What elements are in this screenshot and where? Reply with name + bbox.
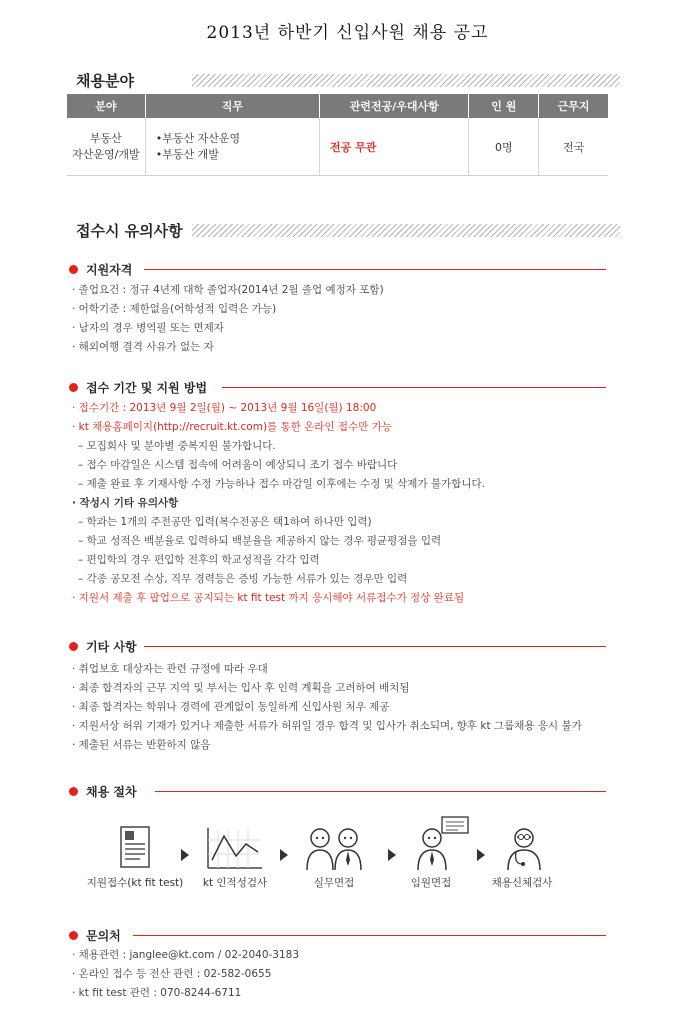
process-step-label: 지원접수(kt fit test) xyxy=(86,877,184,889)
heading-hatch-divider xyxy=(192,224,620,237)
list-item: – 접수 마감일은 시스템 접속에 어려움이 예상되니 조기 접수 바랍니다 xyxy=(78,459,398,471)
contact-list xyxy=(72,946,299,1003)
subheading-process: 채용 절차 xyxy=(86,785,137,799)
recruit-field-table xyxy=(67,94,608,176)
application-online: · kt 채용홈페이지(http://recruit.kt.com)를 통한 온라인 접수만 가능 xyxy=(72,421,392,433)
table-header-cell: 분야 xyxy=(67,94,145,118)
application-period: · 접수기간 : 2013년 9월 2일(월) ~ 2013년 9월 16일(월) 18:00 xyxy=(72,402,377,414)
qualifications-list xyxy=(72,281,384,357)
field-cell xyxy=(67,118,145,176)
location-cell: 전국 xyxy=(539,118,608,176)
red-divider xyxy=(222,387,606,388)
etc-list xyxy=(72,660,582,755)
subheading-etc: 기타 사항 xyxy=(86,640,137,654)
doctor-icon xyxy=(502,826,546,870)
writing-notes xyxy=(72,513,485,589)
writing-notes-heading: · 작성시 기타 유의사항 xyxy=(72,497,179,509)
fit-test-notice: · 지원서 제출 후 팝업으로 공지되는 kt fit test 까지 응시해야 서류접수가 정상 완료됨 xyxy=(72,592,465,604)
list-item: · 해외여행 결격 사유가 없는 자 xyxy=(72,341,214,353)
bullet-dot-icon xyxy=(69,931,78,940)
field-line: 부동산 xyxy=(89,131,122,145)
table-header-cell: 직무 xyxy=(145,94,319,118)
list-item: – 모집회사 및 분야별 중복지원 불가합니다. xyxy=(78,440,276,452)
list-item: – 제출 완료 후 기재사항 수정 가능하나 접수 마감일 이후에는 수정 및 삭제가 불가합니다. xyxy=(78,478,485,490)
subheading-contact: 문의처 xyxy=(86,929,121,943)
list-item: – 각종 공모전 수상, 직무 경력등은 증빙 가능한 서류가 있는 경우만 입력 xyxy=(78,573,408,585)
duty-line: •부동산 개발 xyxy=(155,147,219,161)
heading-hatch-divider xyxy=(192,74,620,87)
list-item: – 학과는 1개의 주전공만 입력(복수전공은 택1하여 하나만 입력) xyxy=(78,516,372,528)
arrow-right-icon xyxy=(477,849,485,861)
table-header-cell: 관련전공/우대사항 xyxy=(320,94,469,118)
list-item: · 취업보호 대상자는 관련 규정에 따라 우대 xyxy=(72,663,268,675)
subheading-qualifications: 지원자격 xyxy=(86,263,133,277)
list-item: · 최종 합격자의 근무 지역 및 부서는 입사 후 인력 계획을 고려하여 배치됨 xyxy=(72,682,410,694)
list-item: · 최종 합격자는 학위나 경력에 관계없이 동일하게 신입사원 처우 제공 xyxy=(72,701,390,713)
list-item: – 편입학의 경우 편입학 전후의 학교성적을 각각 입력 xyxy=(78,554,320,566)
application-list xyxy=(72,399,485,608)
major-value: 전공 무관 xyxy=(330,140,377,154)
application-notes xyxy=(72,437,485,494)
executive-interview-icon xyxy=(414,816,470,870)
arrow-right-icon xyxy=(388,849,396,861)
process-step-label: kt 인적성검사 xyxy=(202,877,268,889)
arrow-right-icon xyxy=(181,849,189,861)
list-item: · 어학기준 : 제한없음(어학성적 입력은 가능) xyxy=(72,303,277,315)
red-divider xyxy=(133,935,606,936)
red-divider xyxy=(155,791,606,792)
bullet-dot-icon xyxy=(69,642,78,651)
red-divider xyxy=(144,269,606,270)
bullet-dot-icon xyxy=(69,265,78,274)
section-heading-recruit-field: 채용분야 xyxy=(76,72,134,90)
list-item: · 졸업요건 : 정규 4년제 대학 졸업자(2014년 2월 졸업 예정자 포함) xyxy=(72,284,384,296)
red-divider xyxy=(144,646,606,647)
count-cell: 0명 xyxy=(469,118,539,176)
arrow-right-icon xyxy=(280,849,288,861)
table-row xyxy=(67,118,608,176)
process-step-label: 실무면접 xyxy=(313,877,355,889)
contact-online: · 온라인 접수 등 전산 관련 : 02-582-0655 xyxy=(72,968,272,980)
process-step-label: 임원면접 xyxy=(410,877,452,889)
contact-fit-test: · kt fit test 관련 : 070-8244-6711 xyxy=(72,987,242,999)
field-line: 자산운영/개발 xyxy=(72,147,140,161)
table-header-cell: 근무지 xyxy=(539,94,608,118)
list-item: · 남자의 경우 병역필 또는 면제자 xyxy=(72,322,224,334)
section-heading-notes: 접수시 유의사항 xyxy=(76,222,183,240)
list-item: – 학교 성적은 백분율로 입력하되 백분율을 제공하지 않는 경우 평균평점을 입력 xyxy=(78,535,442,547)
table-header-cell: 인 원 xyxy=(469,94,539,118)
interview-icon xyxy=(304,826,364,870)
bullet-dot-icon xyxy=(69,383,78,392)
document-icon xyxy=(120,826,150,868)
line-chart-icon xyxy=(204,826,264,870)
list-item: · 제출된 서류는 반환하지 않음 xyxy=(72,739,211,751)
duties-cell xyxy=(145,118,319,176)
duty-line: •부동산 자산운영 xyxy=(155,131,241,145)
subheading-application: 접수 기간 및 지원 방법 xyxy=(86,381,208,395)
process-step-label: 채용신체검사 xyxy=(491,877,553,889)
list-item: · 지원서상 허위 기재가 있거나 제출한 서류가 허위일 경우 합격 및 입사가 취소되며, 향후 kt 그룹채용 응시 불가 xyxy=(72,720,582,732)
major-cell xyxy=(320,118,469,176)
contact-recruit: · 채용관련 : janglee@kt.com / 02-2040-3183 xyxy=(72,949,300,961)
bullet-dot-icon xyxy=(69,787,78,796)
page-title: 2013년 하반기 신입사원 채용 공고 xyxy=(206,23,489,43)
table-header-row xyxy=(67,94,608,118)
